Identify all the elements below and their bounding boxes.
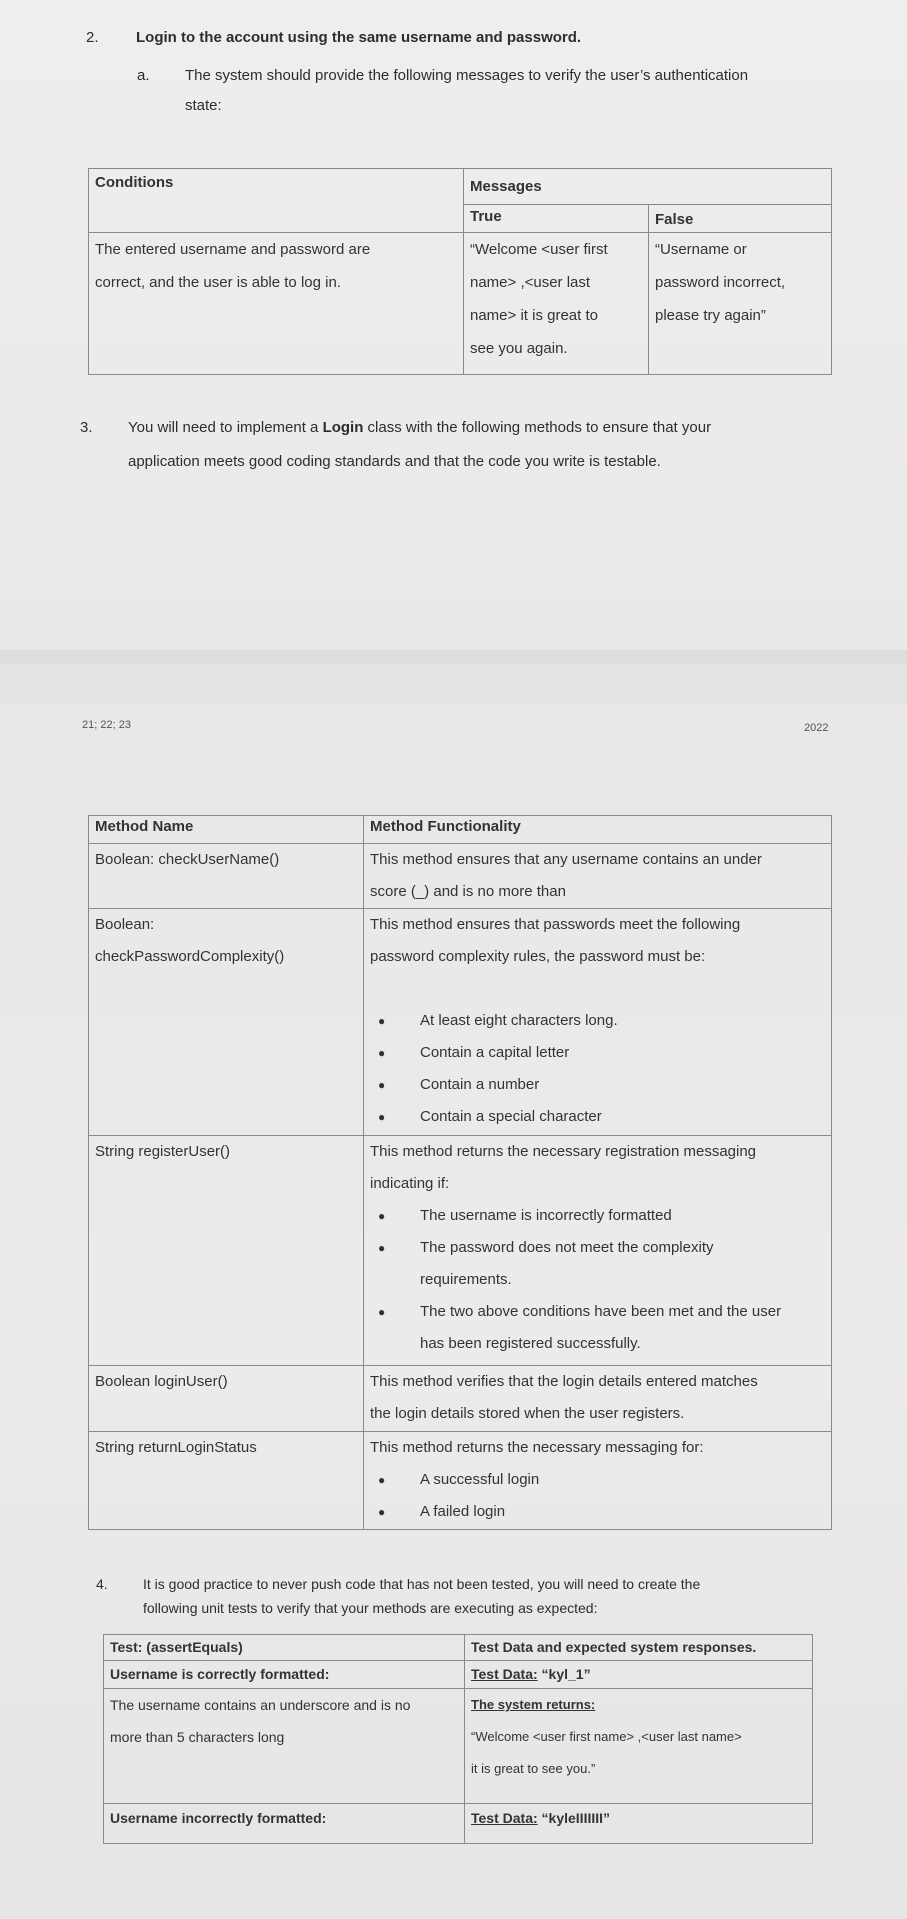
method-func-line: This method ensures that passwords meet the following xyxy=(370,916,741,933)
footer-right: 2022 xyxy=(804,722,829,734)
bullet-item xyxy=(370,1464,825,1496)
false-header-cell xyxy=(649,205,832,233)
false-message-line: please try again” xyxy=(655,307,766,324)
test-header: Test: (assertEquals) xyxy=(110,1639,243,1655)
test-title: Username incorrectly formatted: xyxy=(110,1810,327,1826)
bullet-icon: ● xyxy=(378,1505,386,1519)
test-title-cell xyxy=(104,1804,465,1844)
test-description-cell xyxy=(104,1689,465,1804)
bullet-text: The username is incorrectly formatted xyxy=(420,1207,672,1224)
true-message-line: see you again. xyxy=(470,340,568,357)
method-func-cell xyxy=(364,844,832,909)
bullet-icon: ● xyxy=(378,1014,386,1028)
item3-number: 3. xyxy=(80,419,93,436)
method-name-line: Boolean: checkUserName() xyxy=(95,851,280,868)
data-header: Test Data and expected system responses. xyxy=(471,1639,757,1655)
bullet-item xyxy=(370,1200,825,1232)
method-name-header: Method Name xyxy=(95,818,194,835)
bullet-text: Contain a number xyxy=(420,1076,540,1093)
true-message-cell xyxy=(464,233,649,375)
bullet-item xyxy=(370,1496,825,1528)
method-name-cell xyxy=(89,1136,364,1366)
test-title-cell xyxy=(104,1661,465,1689)
method-func-cell xyxy=(364,1136,832,1366)
false-message-line: “Username or xyxy=(655,241,747,258)
method-func-header: Method Functionality xyxy=(370,818,521,835)
method-func-line: This method returns the necessary messaging for: xyxy=(370,1439,704,1456)
method-func-header-cell xyxy=(364,816,832,844)
method-name-line: Boolean: xyxy=(95,916,155,933)
spacer xyxy=(370,973,825,1005)
method-name-line: Boolean loginUser() xyxy=(95,1373,228,1390)
method-name-cell xyxy=(89,844,364,909)
page-gap xyxy=(0,664,907,704)
bullet-item xyxy=(370,1037,825,1069)
test-header-cell xyxy=(104,1635,465,1661)
bullet-text: Contain a capital letter xyxy=(420,1044,570,1061)
bullet-item xyxy=(370,1069,825,1101)
bullet-text: Contain a special character xyxy=(420,1108,602,1125)
bullet-icon: ● xyxy=(378,1473,386,1487)
bullet-text: requirements. xyxy=(420,1271,512,1288)
bullet-item-continuation xyxy=(370,1328,825,1360)
false-message-line: password incorrect, xyxy=(655,274,786,291)
test-data-value: “kyleIIIIIII” xyxy=(537,1810,611,1826)
item3-text-bold: Login xyxy=(322,419,364,436)
method-name-header-cell xyxy=(89,816,364,844)
test-returns-label: The system returns: xyxy=(471,1697,596,1712)
bullet-text: The password does not meet the complexity xyxy=(420,1239,714,1256)
false-message-cell xyxy=(649,233,832,375)
bullet-text: A failed login xyxy=(420,1503,506,1520)
bullet-icon: ● xyxy=(378,1110,386,1124)
conditions-header: Conditions xyxy=(95,174,174,191)
method-func-line: indicating if: xyxy=(370,1175,450,1192)
condition-cell xyxy=(89,233,464,375)
method-func-line: password complexity rules, the password must be: xyxy=(370,948,706,965)
methods-table xyxy=(88,815,832,1530)
method-func-line: This method verifies that the login details entered matches xyxy=(370,1373,758,1390)
true-message-line: name> it is great to xyxy=(470,307,598,324)
item2-sub-text-line2: state: xyxy=(185,97,222,114)
conditions-header-cell xyxy=(89,169,464,233)
method-name-line: checkPasswordComplexity() xyxy=(95,948,285,965)
bullet-icon: ● xyxy=(378,1046,386,1060)
bullet-icon: ● xyxy=(378,1305,386,1319)
true-header-cell xyxy=(464,205,649,233)
bullet-item-continuation xyxy=(370,1264,825,1296)
bullet-icon: ● xyxy=(378,1209,386,1223)
test-data-cell xyxy=(465,1661,813,1689)
item3-text-post: class with the following methods to ensure that your xyxy=(363,419,712,436)
footer-left: 21; 22; 23 xyxy=(82,719,131,731)
item4-text-line1: It is good practice to never push code that has not been tested, you will need to create the xyxy=(143,1576,701,1592)
method-func-line: This method returns the necessary registration messaging xyxy=(370,1143,757,1160)
bullet-item xyxy=(370,1101,825,1133)
condition-line: correct, and the user is able to log in. xyxy=(95,274,341,291)
item2-number: 2. xyxy=(86,29,99,46)
test-data-value: “kyl_1” xyxy=(537,1666,591,1682)
messages-header-cell xyxy=(464,169,832,205)
bullet-item xyxy=(370,1296,825,1328)
method-func-line: score (_) and is no more than xyxy=(370,883,566,900)
method-func-line: This method ensures that any username contains an under xyxy=(370,851,762,868)
true-message-line: name> ,<user last xyxy=(470,274,591,291)
page-break xyxy=(0,650,907,664)
true-message-line: “Welcome <user first xyxy=(470,241,608,258)
data-header-cell xyxy=(465,1635,813,1661)
test-description-line: more than 5 characters long xyxy=(110,1729,285,1745)
item3-text-pre: You will need to implement a xyxy=(128,419,323,436)
item2-sub-letter: a. xyxy=(137,67,150,84)
method-name-cell xyxy=(89,909,364,1136)
method-name-line: String registerUser() xyxy=(95,1143,231,1160)
method-name-line: String returnLoginStatus xyxy=(95,1439,257,1456)
item4-text-line2: following unit tests to verify that your methods are executing as expected: xyxy=(143,1600,598,1616)
method-name-cell xyxy=(89,1366,364,1432)
item3-text-line1 xyxy=(128,418,711,438)
test-data-cell xyxy=(465,1804,813,1844)
test-title: Username is correctly formatted: xyxy=(110,1666,330,1682)
test-description-line: The username contains an underscore and is no xyxy=(110,1697,411,1713)
test-returns-cell xyxy=(465,1689,813,1804)
bullet-icon: ● xyxy=(378,1078,386,1092)
item4-number: 4. xyxy=(96,1576,108,1592)
method-name-cell xyxy=(89,1432,364,1530)
tests-table xyxy=(103,1634,813,1844)
item2-heading: Login to the account using the same username and password. xyxy=(136,29,582,46)
conditions-table xyxy=(88,168,832,375)
item3-text-line2: application meets good coding standards and that the code you write is testable. xyxy=(128,453,661,470)
false-header: False xyxy=(655,211,694,228)
messages-header: Messages xyxy=(470,178,542,195)
condition-line: The entered username and password are xyxy=(95,241,371,258)
bullet-icon: ● xyxy=(378,1241,386,1255)
test-data-label: Test Data: xyxy=(471,1666,538,1682)
test-returns-line: “Welcome <user first name> ,<user last name> xyxy=(471,1729,742,1744)
test-returns-line: it is great to see you.” xyxy=(471,1761,596,1776)
bullet-text: At least eight characters long. xyxy=(420,1012,618,1029)
test-data-label: Test Data: xyxy=(471,1810,538,1826)
bullet-text: The two above conditions have been met and the user xyxy=(420,1303,782,1320)
item2-sub-text-line1: The system should provide the following messages to verify the user’s authentication xyxy=(185,67,749,84)
method-func-cell xyxy=(364,1366,832,1432)
true-header: True xyxy=(470,208,502,225)
bullet-item xyxy=(370,1005,825,1037)
method-func-cell xyxy=(364,909,832,1136)
method-func-line: the login details stored when the user registers. xyxy=(370,1405,685,1422)
bullet-text: has been registered successfully. xyxy=(420,1335,641,1352)
bullet-item xyxy=(370,1232,825,1264)
method-func-cell xyxy=(364,1432,832,1530)
bullet-text: A successful login xyxy=(420,1471,540,1488)
